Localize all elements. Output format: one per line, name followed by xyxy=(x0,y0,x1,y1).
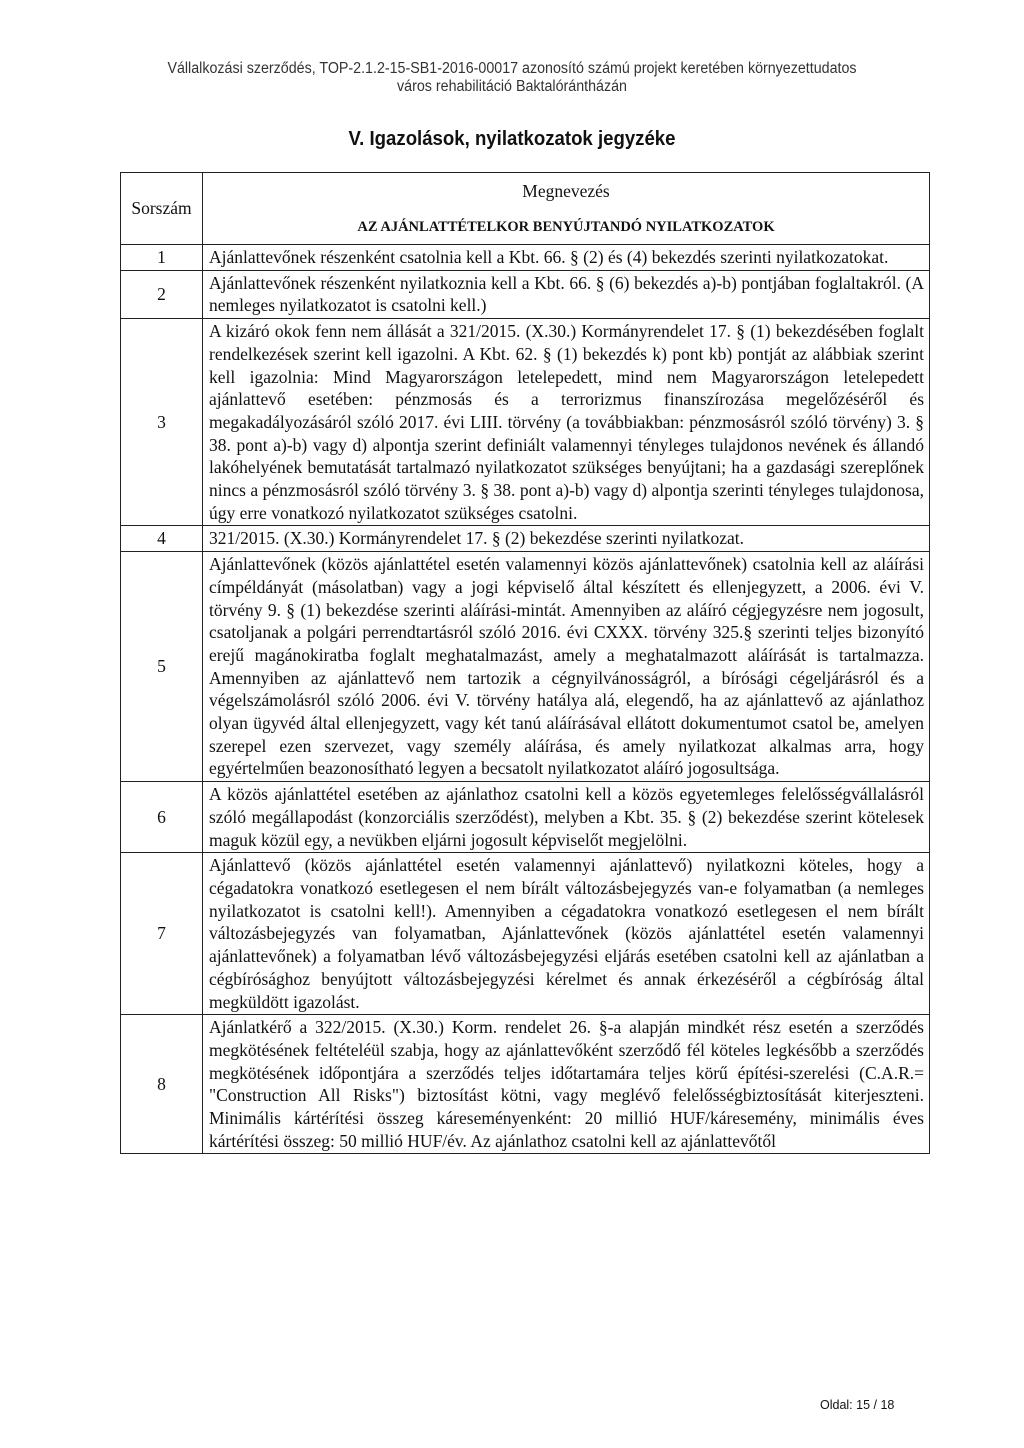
table-row xyxy=(121,552,930,782)
row-number: 8 xyxy=(121,1015,203,1154)
row-number: 3 xyxy=(121,319,203,526)
row-number: 6 xyxy=(121,782,203,853)
section-heading: AZ AJÁNLATTÉTELKOR BENYÚJTANDÓ NYILATKOZATOK xyxy=(203,210,930,245)
table-row xyxy=(121,270,930,318)
document-header xyxy=(41,60,983,96)
section-title: V. Igazolások, nyilatkozatok jegyzéke xyxy=(348,128,676,150)
row-number: 7 xyxy=(121,853,203,1015)
table-row xyxy=(121,853,930,1015)
row-number: 2 xyxy=(121,270,203,318)
row-text: Ajánlatkérő a 322/2015. (X.30.) Korm. rendelet 26. §-a alapján mindkét rész esetén a szerződés megkötésének feltételéül szabja, hogy az ajánlattevőként szerződő fél köteles legkésőbb a szerződés megkötésének időpontjára a szerződés teljes időtartamára teljes körű építési-szerelési (C.A.R.= "Construction All Risks") biztosítást kötni, vagy meglévő felelősségbiztosítását kiterjeszteni. Minimális kártérítési összeg káreseményenként: 20 millió HUF/káresemény, minimális éves kártérítési összeg: 50 millió HUF/év. Az ajánlathoz csatolni kell az ajánlattevőtől xyxy=(203,1015,930,1154)
table-header-row xyxy=(121,173,930,211)
column-header-number: Sorszám xyxy=(121,173,203,245)
table-row xyxy=(121,319,930,526)
table-row xyxy=(121,245,930,271)
row-number: 1 xyxy=(121,245,203,271)
row-text: Ajánlattevőnek részenként nyilatkoznia kell a Kbt. 66. § (6) bekezdés a)-b) pontjában foglaltakról. (A nemleges nyilatkozatot is csatolni kell.) xyxy=(203,270,930,318)
section-heading-row xyxy=(121,210,930,245)
row-text: 321/2015. (X.30.) Kormányrendelet 17. § (2) bekezdése szerinti nyilatkozat. xyxy=(203,526,930,552)
header-line-2: város rehabilitáció Baktalórántházán xyxy=(397,78,627,95)
page-number: Oldal: 15 / 18 xyxy=(820,1398,895,1412)
table-row xyxy=(121,1015,930,1154)
column-header-name: Megnevezés xyxy=(203,173,930,211)
table-row xyxy=(121,526,930,552)
row-text: A kizáró okok fenn nem állását a 321/2015. (X.30.) Kormányrendelet 17. § (1) bekezdésében foglalt rendelkezések szerint kell igazolni. A Kbt. 62. § (1) bekezdés k) pont kb) pontját az alábbiak szerint kell igazolnia: Mind Magyarországon letelepedett, mind nem Magyarországon letelepedett ajánlattevő esetében: pénzmosás és a terrorizmus finanszírozása megelőzéséről és megakadályozásáról szóló 2017. évi LIII. törvény (a továbbiakban: pénzmosásról szóló törvény) 3. § 38. pont a)-b) vagy d) alpontja szerint definiált valamennyi tényleges tulajdonos nevének és állandó lakóhelyének bemutatását tartalmazó nyilatkozatot szükséges benyújtani; ha a gazdasági szereplőnek nincs a pénzmosásról szóló törvény 3. § 38. pont a)-b) vagy d) alpontja szerinti tényleges tulajdonosa, úgy erre vonatkozó nyilatkozatot szükséges csatolni. xyxy=(203,319,930,526)
table-row xyxy=(121,782,930,853)
row-number: 5 xyxy=(121,552,203,782)
row-text: Ajánlattevő (közös ajánlattétel esetén valamennyi ajánlattevő) nyilatkozni köteles, hogy a cégadatokra vonatkozó esetlegesen el nem bírált változásbejegyzés van-e folyamatban (a nemleges nyilatkozatot is csatolni kell!). Amennyiben a cégadatokra vonatkozó esetlegesen el nem bírált változásbejegyzés van folyamatban, Ajánlattevőnek (közös ajánlattétel esetén valamennyi ajánlattevőnek) a folyamatban lévő változásbejegyzési eljárás esetében csatolni kell az ajánlatban a cégbírósághoz benyújtott változásbejegyzési kérelmet és annak érkezéséről a cégbíróság által megküldött igazolást. xyxy=(203,853,930,1015)
header-line-1: Vállalkozási szerződés, TOP-2.1.2-15-SB1-2016-00017 azonosító számú projekt keretében környezettudatos xyxy=(167,60,857,77)
row-number: 4 xyxy=(121,526,203,552)
row-text: Ajánlattevőnek részenként csatolnia kell a Kbt. 66. § (2) és (4) bekezdés szerinti nyilatkozatokat. xyxy=(203,245,930,271)
document-table xyxy=(120,172,930,1154)
row-text: Ajánlattevőnek (közös ajánlattétel esetén valamennyi közös ajánlattevőnek) csatolnia kell az aláírási címpéldányát (másolatban) vagy a jogi képviselő által készített és ellenjegyzett, a 2006. évi V. törvény 9. § (1) bekezdése szerinti aláírási-mintát. Amennyiben az aláíró cégjegyzésre nem jogosult, csatoljanak a polgári perrendtartásról szóló 2016. évi CXXX. törvény 325.§ szerinti teljes bizonyító erejű magánokiratba foglalt meghatalmazást, amely a meghatalmazott aláírását is tartalmazza. Amennyiben az ajánlattevő nem tartozik a cégnyilvánosságról, a bírósági cégeljárásról és a végelszámolásról szóló 2006. évi V. törvény hatálya alá, elegendő, ha az ajánlattevő az ajánlathoz olyan ügyvéd által ellenjegyzett, vagy két tanú aláírásával ellátott dokumentumot csatol be, amelyen szerepel ezen szervezet, vagy személy aláírása, és amely nyilatkozat alkalmas arra, hogy egyértelműen beazonosítható legyen a becsatolt nyilatkozatot aláíró jogosultsága. xyxy=(203,552,930,782)
row-text: A közös ajánlattétel esetében az ajánlathoz csatolni kell a közös egyetemleges felelősségvállalásról szóló megállapodást (konzorciális szerződést), melyben a Kbt. 35. § (2) bekezdése szerint kötelesek maguk közül egy, a nevükben eljárni jogosult képviselőt megjelölni. xyxy=(203,782,930,853)
